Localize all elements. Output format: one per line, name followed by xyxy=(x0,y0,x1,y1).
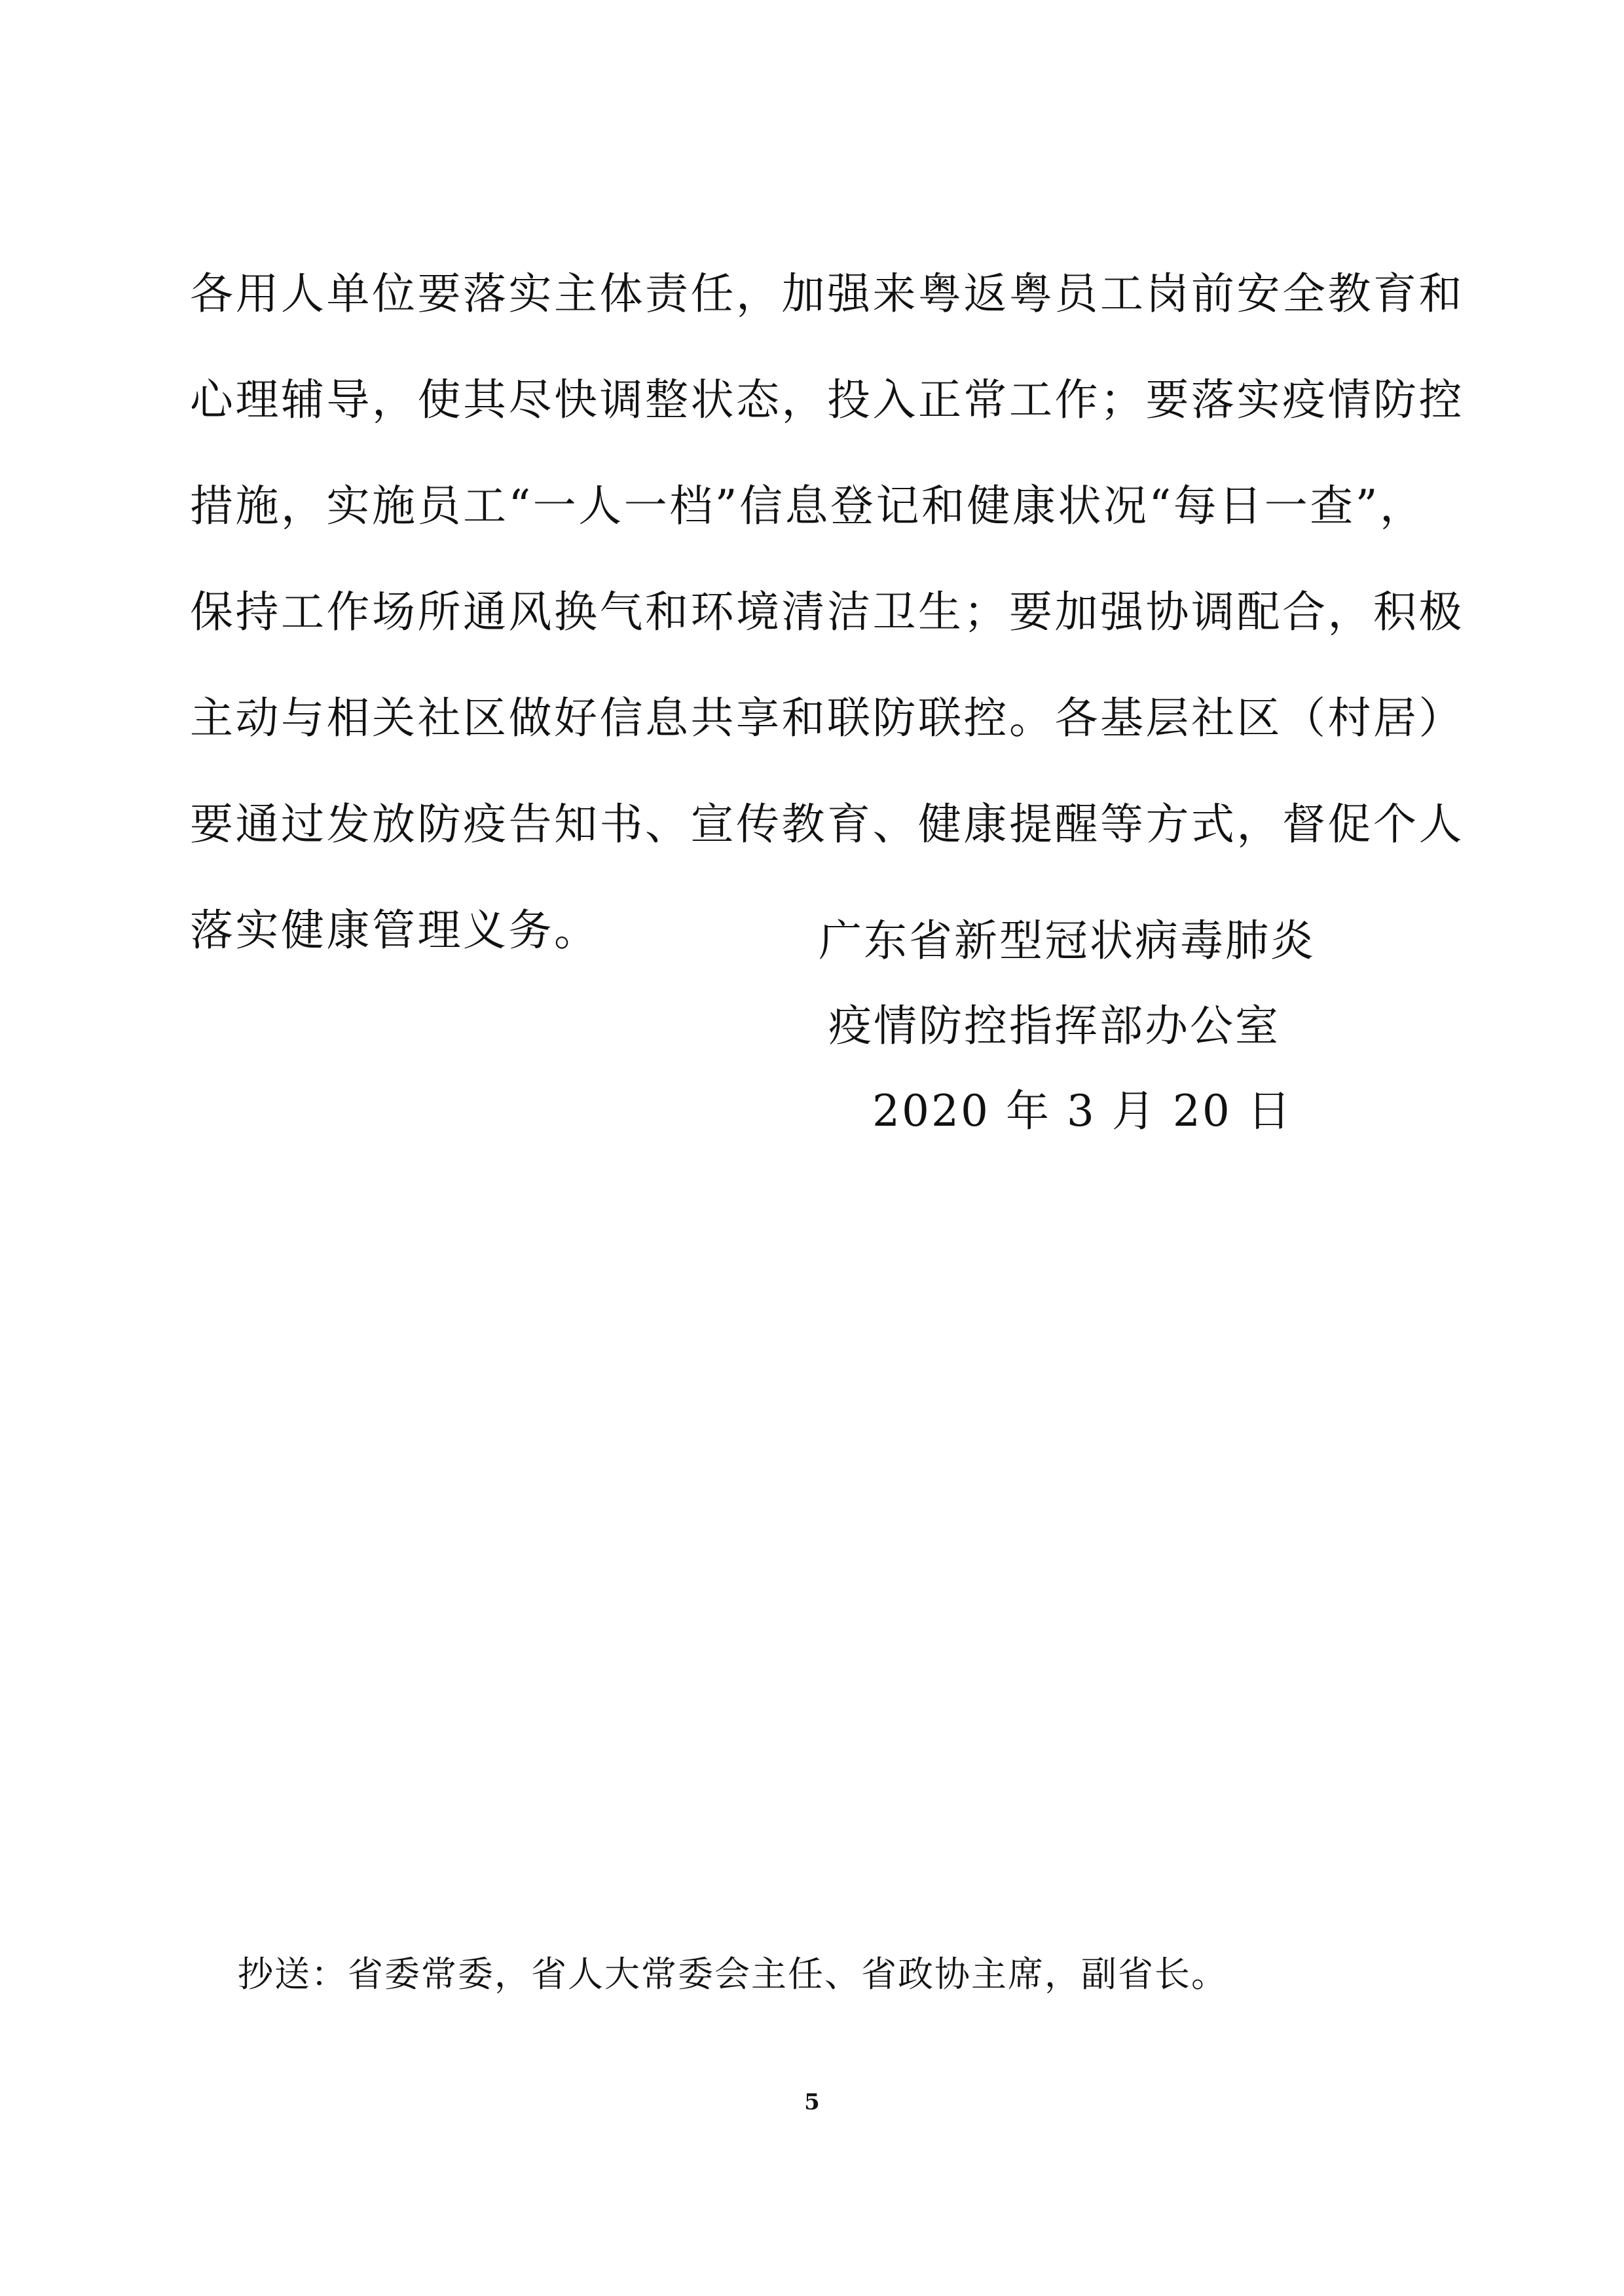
issuing-organization-line-1: 广东省新型冠状病毒肺炎 xyxy=(819,916,1316,966)
body-line-6: 要通过发放防疫告知书、宣传教育、健康提醒等方式，督促个人 xyxy=(190,799,1464,849)
body-line-1: 各用人单位要落实主体责任，加强来粤返粤员工岗前安全教育和 xyxy=(190,268,1464,319)
body-paragraph xyxy=(190,241,1464,984)
body-line-2: 心理辅导，使其尽快调整状态，投入正常工作；要落实疫情防控 xyxy=(190,375,1464,425)
page-number: 5 xyxy=(804,2089,820,2115)
body-line-7: 落实健康管理义务。 xyxy=(190,905,600,955)
cc-recipients: 抄送：省委常委，省人大常委会主任、省政协主席，副省长。 xyxy=(238,1953,1228,1995)
issue-date: 2020 年 3 月 20 日 xyxy=(872,1086,1293,1136)
body-line-5: 主动与相关社区做好信息共享和联防联控。各基层社区（村居） xyxy=(190,693,1464,743)
signature-block xyxy=(720,898,1375,1154)
body-line-3: 措施，实施员工“一人一档”信息登记和健康状况“每日一查”， xyxy=(190,481,1426,531)
issuing-organization-line-2: 疫情防控指挥部办公室 xyxy=(828,1001,1280,1051)
body-line-4: 保持工作场所通风换气和环境清洁卫生；要加强协调配合，积极 xyxy=(190,587,1464,637)
